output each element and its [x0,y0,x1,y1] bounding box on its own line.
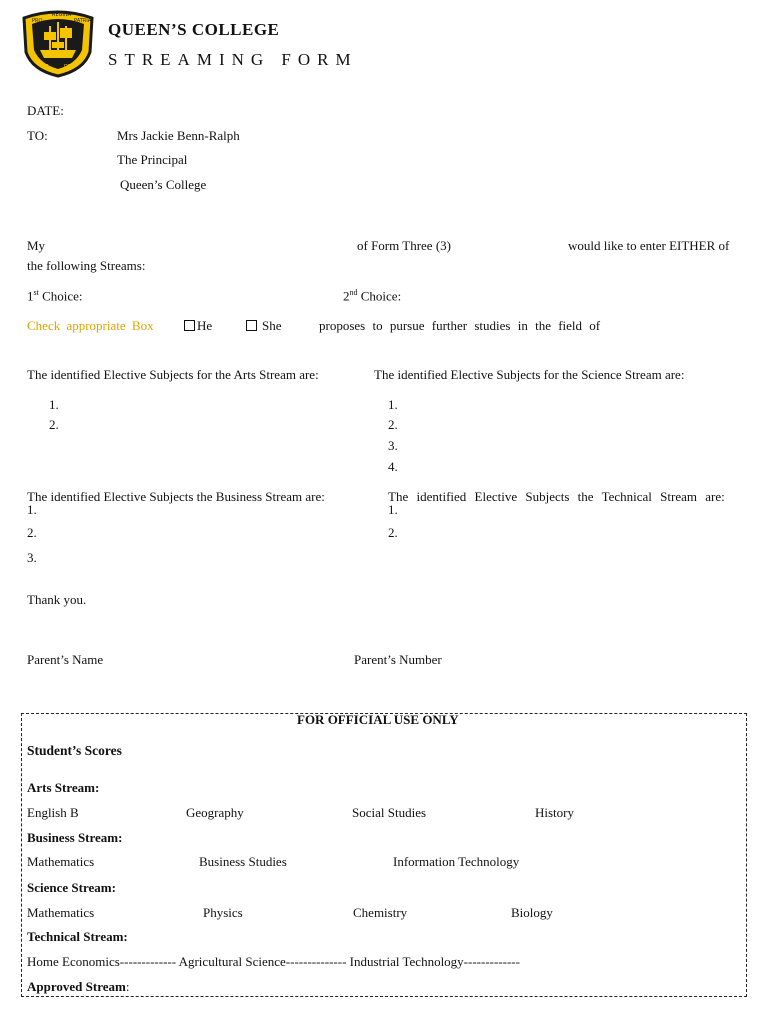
crest-motto-2: REGINA [52,12,72,18]
science-heading: The identified Elective Subjects for the Science Stream are: [374,367,685,382]
college-crest-logo [18,8,98,78]
approved-stream-label: Approved Stream [27,979,126,994]
score-mathematics-science: Mathematics [27,905,95,920]
crest-motto-1: PRO [32,18,43,24]
would-like-label: would like to enter EITHER of [568,238,730,253]
parent-number-label: Parent’s Number [354,652,442,667]
recipient-name: Mrs Jackie Benn-Ralph [117,128,240,143]
arts-item-1: 1. [49,397,59,412]
score-biology: Biology [511,905,553,920]
parent-name-label: Parent’s Name [27,652,104,667]
science-item-3: 3. [388,438,398,453]
science-item-4: 4. [388,459,398,474]
business-item-2: 2. [27,525,37,540]
my-label: My [27,238,46,253]
date-label: DATE: [27,103,64,118]
second-choice-label: 2nd Choice: [343,288,402,304]
he-checkbox[interactable] [184,320,195,331]
approved-stream-colon: : [125,979,130,994]
she-option[interactable] [246,318,282,334]
technical-scores-line: Home Economics------------- Agricultural Science-------------- Industrial Technology------------- [27,954,520,969]
technical-item-1: 1. [388,502,398,517]
students-scores-heading: Student’s Scores [27,743,122,758]
crest-motto-4: ET [42,64,49,70]
science-item-1: 1. [388,397,398,412]
technical-stream-label: Technical Stream: [27,929,128,944]
first-choice-label: 1st Choice: [27,288,83,304]
she-label: She [262,318,282,333]
score-chemistry: Chemistry [353,905,408,920]
technical-item-2: 2. [388,525,398,540]
form-title: STREAMING FORM [108,50,358,69]
crest-motto-5: DEO [64,64,75,70]
score-geography: Geography [186,805,244,820]
business-item-1: 1. [27,502,37,517]
score-physics: Physics [203,905,243,920]
science-item-2: 2. [388,417,398,432]
arts-heading: The identified Elective Subjects for the Arts Stream are: [27,367,319,382]
proposes-text: proposes to pursue further studies in the field of [319,318,601,333]
score-history: History [535,805,574,820]
business-item-3: 3. [27,550,37,565]
check-box-instruction: Check appropriate Box [27,318,154,333]
to-label: TO: [27,128,48,143]
score-english-b: English B [27,805,79,820]
recipient-title: The Principal [117,152,188,167]
score-mathematics-business: Mathematics [27,854,95,869]
approved-stream-row [27,979,129,995]
he-option[interactable] [184,318,212,334]
score-information-technology: Information Technology [393,854,520,869]
score-social-studies: Social Studies [352,805,427,820]
thank-you: Thank you. [27,592,87,607]
recipient-school: Queen’s College [120,177,207,192]
science-stream-label: Science Stream: [27,880,116,895]
business-stream-label: Business Stream: [27,830,123,845]
she-checkbox[interactable] [246,320,257,331]
form-three-label: of Form Three (3) [357,238,451,253]
business-heading: The identified Elective Subjects the Business Stream are: [27,489,325,504]
crest-motto-3: PATRIA [74,18,92,24]
streams-line: the following Streams: [27,258,146,273]
official-heading: FOR OFFICIAL USE ONLY [297,712,459,727]
college-name: QUEEN’S COLLEGE [108,20,280,39]
arts-stream-label: Arts Stream: [27,780,100,795]
he-label: He [197,318,213,333]
technical-heading: The identified Elective Subjects the Technical Stream are: [388,489,725,504]
score-business-studies: Business Studies [199,854,287,869]
arts-item-2: 2. [49,417,59,432]
